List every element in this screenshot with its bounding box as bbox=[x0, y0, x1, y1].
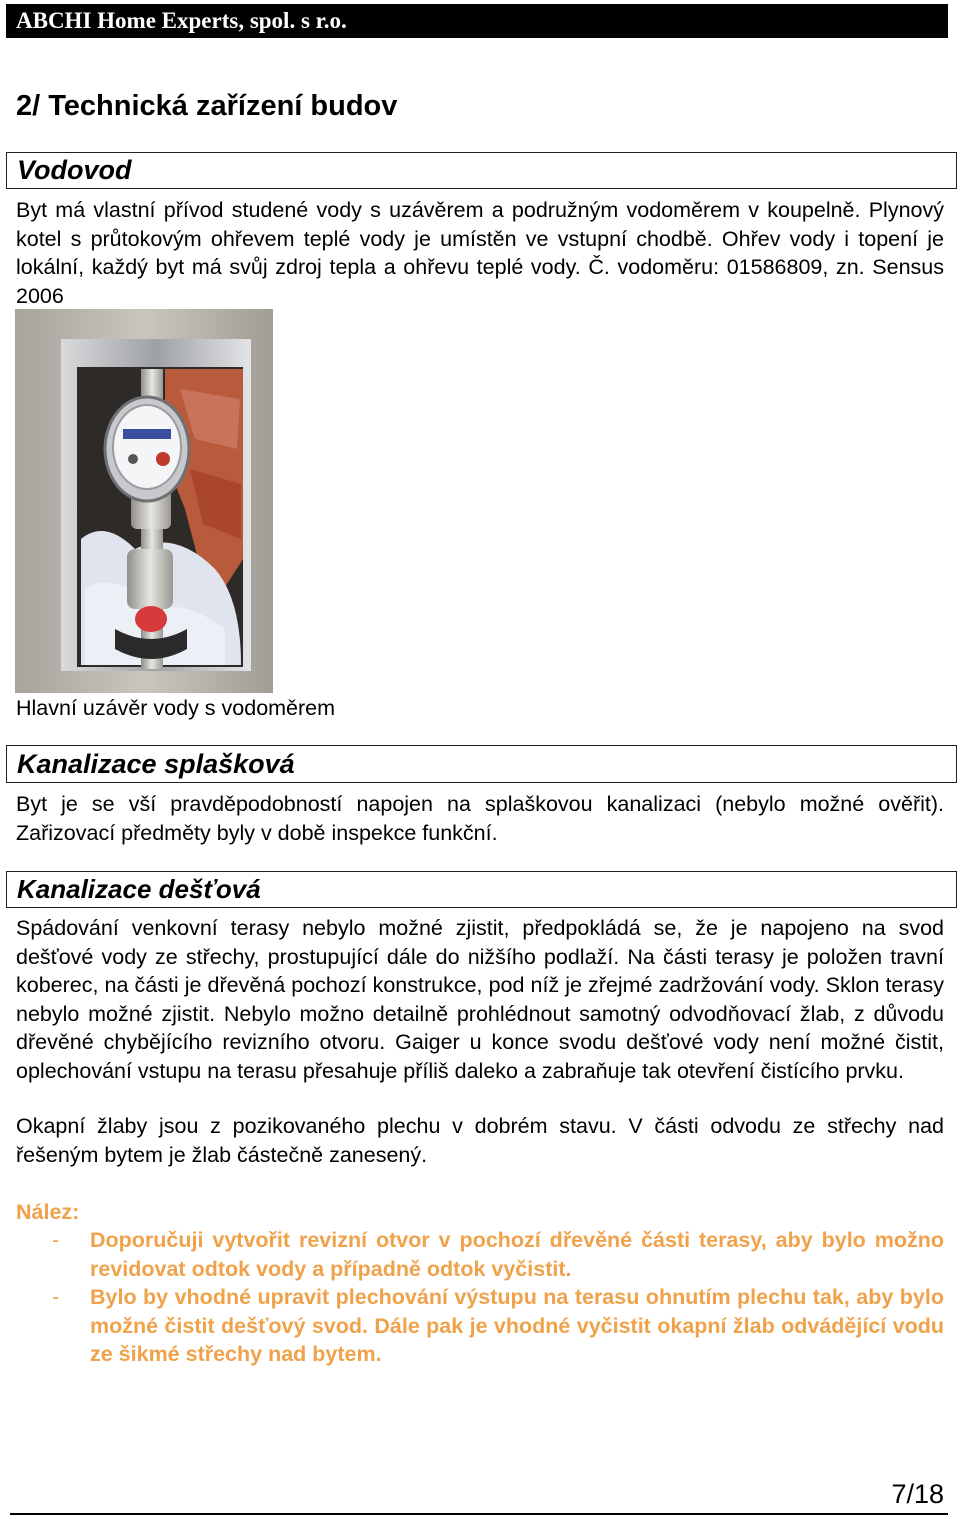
section-heading-destova bbox=[6, 871, 957, 908]
footer-rule bbox=[10, 1513, 948, 1515]
section-heading-splaskova bbox=[6, 745, 957, 783]
section-text-destova: Spádování venkovní terasy nebylo možné zjistit, předpokládá se, že je napojeno na svod dešťové vody ze střechy, prostupující dále do nižšího podlaží. Na části terasy je položen travní koberec, na části je dřevěná pochozí konstrukce, pod níž je zřejmé zadržování vody. Sklon terasy nebylo možné zjistit. Nebylo možno detailně prohlédnout samotný odvodňovací žlab, z důvodu dřevěné chybějícího revizního otvoru. Gaiger u konce svodu dešťové vody není možné čistit, oplechování vstupu na terasu přesahuje příliš daleko a zabraňuje tak otevření čistícího prvku. bbox=[16, 916, 944, 1083]
list-dash: - bbox=[52, 1228, 60, 1252]
section-text-splaskova: Byt je se vší pravděpodobností napojen na splaškovou kanalizaci (nebylo možné ověřit). Zařizovací předměty byly v době inspekce funkční. bbox=[16, 792, 944, 845]
water-meter-illustration bbox=[15, 309, 273, 693]
section-heading-text: Vodovod bbox=[17, 155, 132, 185]
finding-text: Bylo by vhodné upravit plechování výstupu na terasu ohnutím plechu tak, aby bylo možné čistit dešťový svod. Dále pak je vhodné vyčistit okapní žlab odvádějící vodu ze šikmé střechy nad bytem. bbox=[90, 1285, 944, 1366]
water-meter-photo bbox=[15, 309, 273, 693]
list-item bbox=[16, 1226, 944, 1283]
list-dash: - bbox=[52, 1285, 60, 1309]
document-header bbox=[6, 4, 948, 38]
page-number: 7/18 bbox=[891, 1479, 944, 1509]
section-heading-text: Kanalizace splašková bbox=[17, 749, 295, 779]
company-name: ABCHI Home Experts, spol. s r.o. bbox=[16, 8, 347, 33]
findings-title: Nález: bbox=[16, 1200, 80, 1224]
section-heading-vodovod bbox=[6, 152, 957, 189]
list-item bbox=[16, 1283, 944, 1369]
photo-caption: Hlavní uzávěr vody s vodoměrem bbox=[16, 696, 336, 720]
findings-list bbox=[16, 1226, 944, 1369]
section-text-vodovod: Byt má vlastní přívod studené vody s uzávěrem a podružným vodoměrem v koupelně. Plynový kotel s průtokovým ohřevem teplé vody je umístěn ve vstupní chodbě. Ohřev vody i topení je lokální, každý byt má svůj zdroj tepla a ohřevu teplé vody. Č. vodoměru: 01586809, zn. Sensus 2006 bbox=[16, 198, 944, 308]
chapter-title: 2/ Technická zařízení budov bbox=[16, 90, 398, 122]
section-text-destova-2: Okapní žlaby jsou z pozikovaného plechu v dobrém stavu. V části odvodu ze střechy nad řešeným bytem je žlab částečně zanesený. bbox=[16, 1114, 944, 1167]
section-heading-text: Kanalizace dešťová bbox=[17, 874, 261, 904]
finding-text: Doporučuji vytvořit revizní otvor v pochozí dřevěné části terasy, aby bylo možno revidovat odtok vody a případně odtok vyčistit. bbox=[90, 1228, 944, 1281]
